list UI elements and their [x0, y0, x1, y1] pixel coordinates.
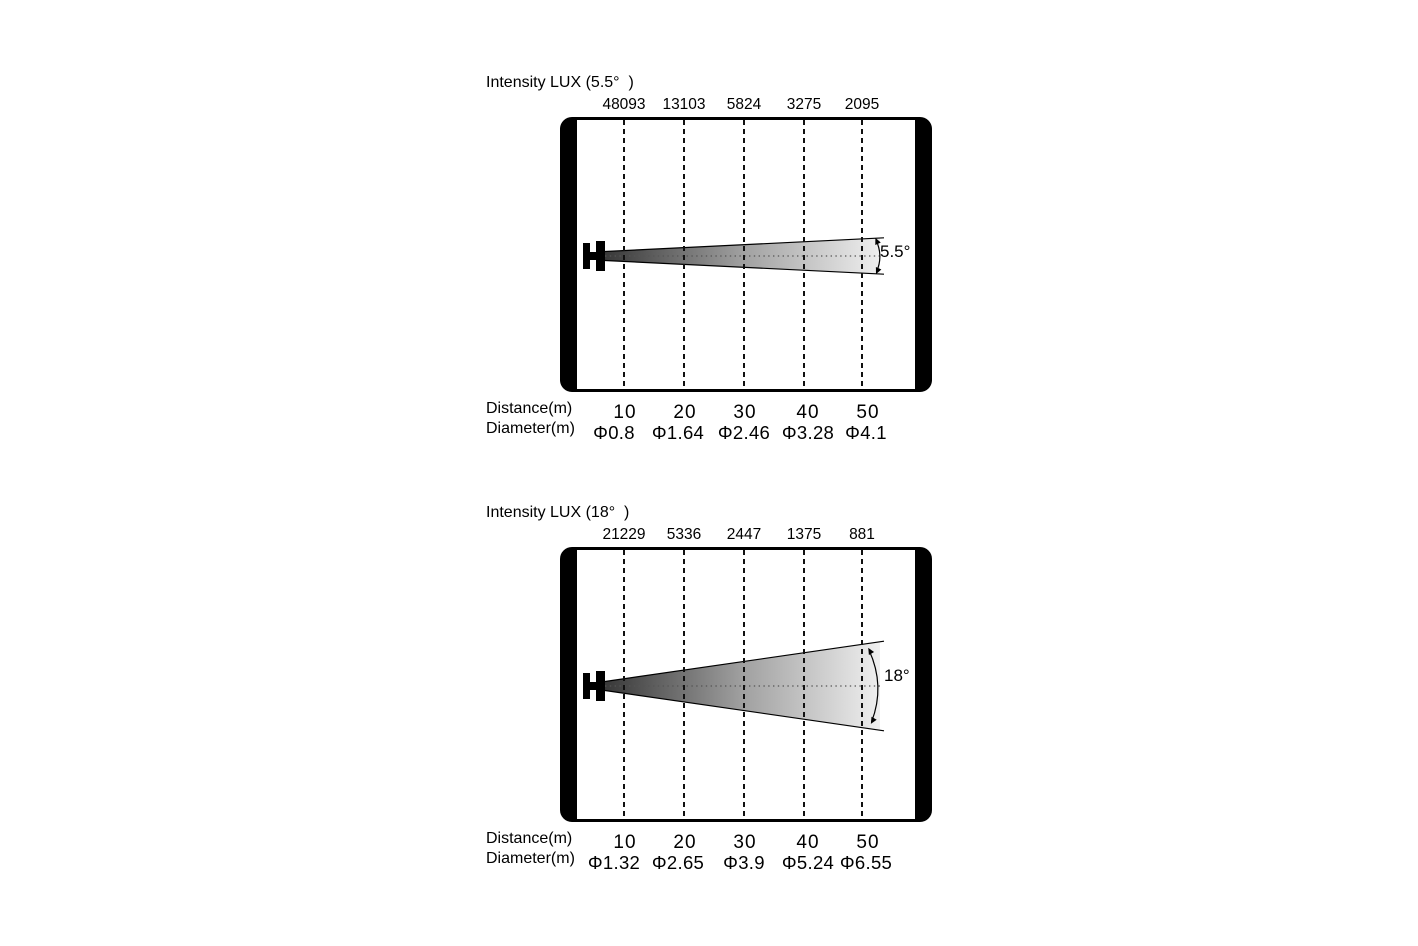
- diameter-value: Φ2.65: [651, 852, 705, 873]
- distance-row-label: Distance(m): [486, 400, 573, 417]
- distance-gridline-10m: [623, 120, 625, 389]
- frame-right-bar: [915, 549, 930, 820]
- beam-diagram: [560, 547, 932, 822]
- distance-value: 30: [733, 832, 757, 853]
- diameter-value: Φ3.9: [723, 852, 765, 873]
- beam-diagram: [560, 117, 932, 392]
- distance-value: 50: [856, 402, 880, 423]
- lux-value: 2095: [844, 96, 880, 113]
- diameter-value: Φ0.8: [593, 422, 635, 443]
- distance-gridline-50m: [861, 550, 863, 819]
- distance-gridline-50m: [861, 120, 863, 389]
- lux-value: 2447: [726, 526, 762, 543]
- frame-right-bar: [915, 119, 930, 390]
- diameter-value: Φ1.32: [587, 852, 641, 873]
- chart-title: Intensity LUX (5.5° ): [486, 74, 634, 91]
- diameter-value: Φ4.1: [845, 422, 887, 443]
- lux-value: 13103: [662, 96, 706, 113]
- beam-chart-18deg: [486, 504, 948, 886]
- fixture-icon: [583, 241, 605, 271]
- chart-title: Intensity LUX (18° ): [486, 504, 630, 521]
- diameter-value: Φ3.28: [781, 422, 835, 443]
- diameter-value: Φ1.64: [651, 422, 705, 443]
- diameter-value: Φ5.24: [781, 852, 835, 873]
- beam-diagram-box: [560, 547, 932, 822]
- beam-diagram-box: [560, 117, 932, 392]
- distance-gridline-40m: [803, 120, 805, 389]
- beam-angle-label: 18°: [884, 666, 910, 685]
- distance-value: 10: [613, 402, 637, 423]
- distance-gridline-40m: [803, 550, 805, 819]
- distance-value: 40: [796, 832, 820, 853]
- fixture-icon: [583, 671, 605, 701]
- lux-value: 5336: [666, 526, 702, 543]
- distance-value: 30: [733, 402, 757, 423]
- distance-row-label: Distance(m): [486, 830, 573, 847]
- distance-gridline-30m: [743, 120, 745, 389]
- distance-value: 20: [673, 832, 697, 853]
- beam-chart-5-5deg: [486, 74, 948, 456]
- diameter-value: Φ2.46: [717, 422, 771, 443]
- frame-left-bar: [562, 119, 577, 390]
- distance-value: 20: [673, 402, 697, 423]
- lux-value: 1375: [786, 526, 822, 543]
- lux-value: 3275: [786, 96, 822, 113]
- frame-left-bar: [562, 549, 577, 820]
- lux-value: 21229: [602, 526, 646, 543]
- distance-gridline-20m: [683, 550, 685, 819]
- diameter-row-label: Diameter(m): [486, 420, 575, 437]
- distance-value: 40: [796, 402, 820, 423]
- diameter-row-label: Diameter(m): [486, 850, 575, 867]
- lux-value: 5824: [726, 96, 762, 113]
- lux-value: 881: [849, 526, 875, 543]
- distance-gridline-20m: [683, 120, 685, 389]
- distance-gridline-30m: [743, 550, 745, 819]
- distance-gridline-10m: [623, 550, 625, 819]
- distance-value: 10: [613, 832, 637, 853]
- diameter-value: Φ6.55: [839, 852, 893, 873]
- distance-value: 50: [856, 832, 880, 853]
- beam-angle-label: 5.5°: [880, 242, 911, 261]
- lux-value: 48093: [602, 96, 646, 113]
